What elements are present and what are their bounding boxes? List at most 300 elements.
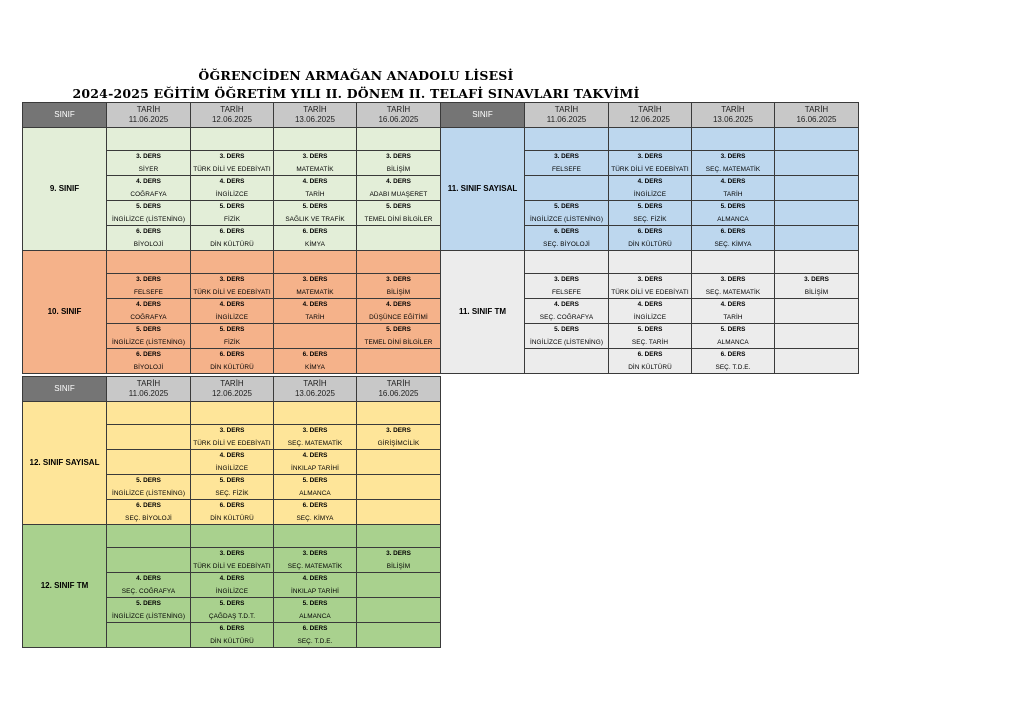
date-header-cell bbox=[274, 377, 357, 402]
course-name: İNGİLİZCE bbox=[215, 587, 249, 595]
empty-cell bbox=[357, 251, 441, 274]
course-name: KİMYA bbox=[305, 363, 325, 371]
exam-cell bbox=[692, 151, 775, 176]
lesson-period: 3. DERS bbox=[219, 549, 245, 557]
lesson-period: 4. DERS bbox=[720, 177, 746, 185]
course-name: İNGİLİZCE bbox=[215, 464, 249, 472]
course-name: TARİH bbox=[723, 190, 743, 198]
schedule-title: 2024-2025 EĞİTİM ÖĞRETİM YILI II. DÖNEM II. TELAFİ SINAVLARI TAKVİMİ bbox=[72, 86, 640, 101]
course-name: SEÇ. MATEMATİK bbox=[287, 439, 343, 447]
lesson-period: 3. DERS bbox=[302, 426, 328, 434]
course-name: TEMEL DİNİ BİLGİLER bbox=[364, 338, 433, 346]
lesson-period: 4. DERS bbox=[720, 300, 746, 308]
lesson-period: 5. DERS bbox=[219, 599, 245, 607]
date-label: TARİH bbox=[804, 105, 829, 114]
course-name: SİYER bbox=[138, 165, 159, 173]
course-name: DİN KÜLTÜRÜ bbox=[628, 240, 672, 248]
course-name: TÜRK DİLİ VE EDEBİYATI bbox=[611, 288, 689, 296]
lesson-period: 3. DERS bbox=[386, 426, 411, 434]
date-label: TARİH bbox=[386, 379, 411, 388]
course-name: İNKILAP TARİHİ bbox=[291, 464, 339, 472]
exam-cell bbox=[274, 598, 357, 623]
lesson-period: 6. DERS bbox=[720, 227, 746, 235]
exam-cell bbox=[107, 176, 191, 201]
exam-cell bbox=[274, 176, 357, 201]
exam-cell bbox=[107, 299, 191, 324]
exam-cell bbox=[357, 425, 441, 450]
course-name: İNGİLİZCE (LİSTENİNG) bbox=[111, 338, 186, 346]
exam-cell bbox=[107, 500, 191, 525]
lesson-period: 6. DERS bbox=[219, 227, 245, 235]
exam-cell bbox=[692, 201, 775, 226]
empty-cell bbox=[775, 251, 859, 274]
exam-cell bbox=[525, 226, 609, 251]
date-value: 13.06.2025 bbox=[294, 389, 336, 398]
empty-cell bbox=[775, 349, 859, 374]
exam-cell bbox=[274, 500, 357, 525]
class-name-cell: 11. SINIF SAYISAL bbox=[441, 128, 525, 251]
exam-cell bbox=[191, 201, 274, 226]
exam-cell bbox=[609, 176, 692, 201]
exam-cell bbox=[692, 226, 775, 251]
exam-cell bbox=[274, 548, 357, 573]
course-name: İNGİLİZCE (LİSTENİNG) bbox=[111, 612, 186, 620]
class-name-cell: 10. SINIF bbox=[23, 251, 107, 374]
lesson-period: 4. DERS bbox=[219, 574, 245, 582]
lesson-period: 5. DERS bbox=[720, 202, 746, 210]
course-name: SEÇ. TARİH bbox=[631, 338, 669, 346]
course-name: SEÇ. T.D.E. bbox=[715, 363, 751, 371]
course-name: SEÇ. BİYOLOJİ bbox=[543, 240, 590, 248]
course-name: DİN KÜLTÜRÜ bbox=[210, 363, 254, 371]
spacer-row bbox=[23, 525, 441, 548]
lesson-period: 4. DERS bbox=[386, 177, 411, 185]
empty-cell bbox=[107, 251, 191, 274]
exam-cell bbox=[274, 226, 357, 251]
lesson-period: 3. DERS bbox=[219, 152, 245, 160]
lesson-period: 6. DERS bbox=[219, 624, 245, 632]
date-label: TARİH bbox=[303, 105, 327, 114]
exam-cell bbox=[692, 274, 775, 299]
lesson-period: 5. DERS bbox=[136, 202, 161, 210]
course-name: TARİH bbox=[723, 313, 743, 321]
empty-cell bbox=[107, 548, 191, 573]
course-name: BİLİŞİM bbox=[804, 288, 829, 296]
empty-cell bbox=[775, 128, 859, 151]
course-name: SEÇ. COĞRAFYA bbox=[539, 313, 594, 321]
date-header-cell bbox=[191, 103, 274, 128]
lesson-period: 4. DERS bbox=[136, 574, 161, 582]
exam-cell bbox=[692, 349, 775, 374]
empty-cell bbox=[775, 299, 859, 324]
date-header-cell bbox=[107, 103, 191, 128]
date-value: 12.06.2025 bbox=[211, 115, 253, 124]
spacer-row bbox=[23, 251, 441, 274]
course-name: GİRİŞİMCİLİK bbox=[377, 439, 420, 447]
date-label: TARİH bbox=[220, 379, 244, 388]
lesson-period: 5. DERS bbox=[219, 202, 245, 210]
empty-cell bbox=[609, 251, 692, 274]
lesson-period: 3. DERS bbox=[302, 549, 328, 557]
course-name: SEÇ. COĞRAFYA bbox=[121, 587, 176, 595]
exam-cell bbox=[274, 151, 357, 176]
right-schedule-table bbox=[440, 102, 859, 374]
exam-cell bbox=[525, 151, 609, 176]
course-name: İNGİLİZCE bbox=[215, 190, 249, 198]
exam-cell bbox=[692, 176, 775, 201]
course-name: DİN KÜLTÜRÜ bbox=[628, 363, 672, 371]
lesson-period: 5. DERS bbox=[136, 599, 161, 607]
empty-cell bbox=[357, 598, 441, 623]
course-name: ALMANCA bbox=[299, 489, 331, 497]
date-header-cell bbox=[357, 103, 441, 128]
date-value: 11.06.2025 bbox=[128, 389, 169, 398]
empty-cell bbox=[107, 425, 191, 450]
empty-cell bbox=[274, 402, 357, 425]
empty-cell bbox=[357, 500, 441, 525]
course-name: COĞRAFYA bbox=[130, 313, 167, 321]
date-value: 11.06.2025 bbox=[546, 115, 587, 124]
lesson-period: 6. DERS bbox=[136, 227, 161, 235]
date-label: TARİH bbox=[554, 105, 579, 114]
course-name: COĞRAFYA bbox=[130, 190, 167, 198]
date-header-cell bbox=[609, 103, 692, 128]
lesson-period: 3. DERS bbox=[219, 426, 245, 434]
lesson-period: 5. DERS bbox=[136, 325, 161, 333]
exam-cell bbox=[191, 151, 274, 176]
lesson-period: 3. DERS bbox=[136, 152, 161, 160]
lesson-period: 4. DERS bbox=[302, 177, 328, 185]
course-name: ALMANCA bbox=[717, 215, 749, 223]
exam-cell bbox=[274, 201, 357, 226]
course-name: İNGİLİZCE bbox=[633, 190, 667, 198]
course-name: ADABI MUAŞERET bbox=[369, 190, 428, 198]
bottom-schedule-table bbox=[22, 376, 441, 648]
empty-cell bbox=[107, 128, 191, 151]
exam-cell bbox=[609, 226, 692, 251]
empty-cell bbox=[525, 128, 609, 151]
course-name: MATEMATİK bbox=[296, 165, 334, 173]
course-name: DİN KÜLTÜRÜ bbox=[210, 514, 254, 522]
course-name: SEÇ. MATEMATİK bbox=[705, 288, 761, 296]
exam-cell bbox=[609, 274, 692, 299]
date-label: TARİH bbox=[136, 105, 161, 114]
spacer-row bbox=[23, 128, 441, 151]
exam-cell bbox=[609, 324, 692, 349]
exam-cell bbox=[525, 299, 609, 324]
exam-cell bbox=[609, 201, 692, 226]
course-name: SEÇ. MATEMATİK bbox=[705, 165, 761, 173]
exam-cell bbox=[692, 299, 775, 324]
exam-cell bbox=[107, 201, 191, 226]
lesson-period: 4. DERS bbox=[219, 177, 245, 185]
empty-cell bbox=[357, 349, 441, 374]
course-name: BİLİŞİM bbox=[386, 165, 411, 173]
date-value: 12.06.2025 bbox=[629, 115, 671, 124]
class-name-cell: 11. SINIF TM bbox=[441, 251, 525, 374]
empty-cell bbox=[357, 226, 441, 251]
course-name: BİLİŞİM bbox=[386, 562, 411, 570]
course-name: TÜRK DİLİ VE EDEBİYATI bbox=[193, 562, 271, 570]
lesson-period: 6. DERS bbox=[219, 350, 245, 358]
empty-cell bbox=[775, 176, 859, 201]
exam-cell bbox=[191, 349, 274, 374]
exam-cell bbox=[191, 324, 274, 349]
lesson-period: 5. DERS bbox=[136, 476, 161, 484]
course-name: ALMANCA bbox=[717, 338, 749, 346]
exam-cell bbox=[107, 226, 191, 251]
empty-cell bbox=[107, 623, 191, 648]
course-name: TÜRK DİLİ VE EDEBİYATI bbox=[193, 439, 271, 447]
exam-cell bbox=[274, 299, 357, 324]
exam-cell bbox=[274, 425, 357, 450]
lesson-period: 3. DERS bbox=[554, 152, 579, 160]
exam-cell bbox=[191, 548, 274, 573]
course-name: ALMANCA bbox=[299, 612, 331, 620]
course-name: İNGİLİZCE bbox=[633, 313, 667, 321]
lesson-period: 6. DERS bbox=[302, 227, 328, 235]
exam-cell bbox=[107, 573, 191, 598]
empty-cell bbox=[525, 176, 609, 201]
lesson-period: 3. DERS bbox=[302, 275, 328, 283]
class-name-cell: 12. SINIF TM bbox=[23, 525, 107, 648]
exam-cell bbox=[274, 623, 357, 648]
exam-cell bbox=[191, 450, 274, 475]
lesson-period: 6. DERS bbox=[637, 227, 663, 235]
date-header-cell bbox=[775, 103, 859, 128]
lesson-period: 3. DERS bbox=[804, 275, 829, 283]
lesson-period: 3. DERS bbox=[720, 152, 746, 160]
empty-cell bbox=[692, 251, 775, 274]
class-column-header: SINIF bbox=[23, 103, 107, 128]
exam-cell bbox=[357, 176, 441, 201]
lesson-period: 4. DERS bbox=[219, 300, 245, 308]
lesson-period: 3. DERS bbox=[637, 152, 663, 160]
lesson-period: 5. DERS bbox=[219, 325, 245, 333]
date-label: TARİH bbox=[220, 105, 244, 114]
course-name: TARİH bbox=[305, 190, 325, 198]
lesson-period: 4. DERS bbox=[554, 300, 579, 308]
lesson-period: 4. DERS bbox=[219, 451, 245, 459]
date-value: 16.06.2025 bbox=[378, 115, 419, 124]
left-schedule-table bbox=[22, 102, 441, 374]
lesson-period: 3. DERS bbox=[136, 275, 161, 283]
lesson-period: 4. DERS bbox=[302, 574, 328, 582]
date-label: TARİH bbox=[303, 379, 327, 388]
lesson-period: 4. DERS bbox=[637, 300, 663, 308]
course-name: İNGİLİZCE (LİSTENİNG) bbox=[529, 338, 604, 346]
spacer-row bbox=[23, 402, 441, 425]
date-value: 16.06.2025 bbox=[796, 115, 837, 124]
course-name: BİYOLOJİ bbox=[133, 363, 164, 371]
lesson-period: 5. DERS bbox=[386, 325, 411, 333]
date-header-cell bbox=[357, 377, 441, 402]
exam-cell bbox=[357, 274, 441, 299]
empty-cell bbox=[274, 128, 357, 151]
school-title: ÖĞRENCİDEN ARMAĞAN ANADOLU LİSESİ bbox=[198, 68, 514, 83]
date-value: 11.06.2025 bbox=[128, 115, 169, 124]
course-name: SEÇ. T.D.E. bbox=[297, 637, 333, 645]
exam-cell bbox=[525, 274, 609, 299]
course-name: FİZİK bbox=[223, 338, 241, 346]
lesson-period: 3. DERS bbox=[386, 152, 411, 160]
exam-cell bbox=[274, 274, 357, 299]
empty-cell bbox=[357, 525, 441, 548]
empty-cell bbox=[357, 402, 441, 425]
exam-cell bbox=[357, 151, 441, 176]
lesson-period: 6. DERS bbox=[302, 350, 328, 358]
date-label: TARİH bbox=[721, 105, 745, 114]
lesson-period: 4. DERS bbox=[637, 177, 663, 185]
lesson-period: 6. DERS bbox=[302, 624, 328, 632]
exam-cell bbox=[274, 573, 357, 598]
course-name: İNGİLİZCE bbox=[215, 313, 249, 321]
lesson-period: 6. DERS bbox=[554, 227, 579, 235]
course-name: SEÇ. MATEMATİK bbox=[287, 562, 343, 570]
class-name-cell: 9. SINIF bbox=[23, 128, 107, 251]
lesson-period: 4. DERS bbox=[302, 300, 328, 308]
exam-cell bbox=[107, 598, 191, 623]
course-name: FELSEFE bbox=[551, 288, 582, 296]
exam-cell bbox=[191, 500, 274, 525]
course-name: İNGİLİZCE (LİSTENİNG) bbox=[111, 215, 186, 223]
empty-cell bbox=[775, 324, 859, 349]
exam-cell bbox=[609, 299, 692, 324]
empty-cell bbox=[525, 251, 609, 274]
lesson-period: 3. DERS bbox=[720, 275, 746, 283]
exam-cell bbox=[107, 324, 191, 349]
lesson-period: 3. DERS bbox=[637, 275, 663, 283]
exam-cell bbox=[107, 475, 191, 500]
lesson-period: 6. DERS bbox=[302, 501, 328, 509]
empty-cell bbox=[609, 128, 692, 151]
spacer-row bbox=[441, 251, 859, 274]
exam-cell bbox=[191, 274, 274, 299]
course-name: MATEMATİK bbox=[296, 288, 334, 296]
lesson-period: 5. DERS bbox=[302, 599, 328, 607]
lesson-period: 4. DERS bbox=[136, 177, 161, 185]
exam-cell bbox=[609, 349, 692, 374]
course-name: TÜRK DİLİ VE EDEBİYATI bbox=[193, 165, 271, 173]
lesson-period: 4. DERS bbox=[302, 451, 328, 459]
lesson-period: 3. DERS bbox=[219, 275, 245, 283]
course-name: İNKILAP TARİHİ bbox=[291, 587, 339, 595]
date-header-cell bbox=[692, 103, 775, 128]
empty-cell bbox=[775, 226, 859, 251]
course-name: İNGİLİZCE (LİSTENİNG) bbox=[529, 215, 604, 223]
exam-cell bbox=[357, 201, 441, 226]
class-column-header: SINIF bbox=[441, 103, 525, 128]
course-name: SEÇ. FİZİK bbox=[215, 489, 249, 497]
exam-cell bbox=[357, 324, 441, 349]
date-header-cell bbox=[274, 103, 357, 128]
empty-cell bbox=[274, 324, 357, 349]
date-header-row bbox=[441, 103, 859, 128]
exam-cell bbox=[191, 226, 274, 251]
empty-cell bbox=[107, 525, 191, 548]
course-name: TÜRK DİLİ VE EDEBİYATI bbox=[611, 165, 689, 173]
date-label: TARİH bbox=[638, 105, 662, 114]
exam-cell bbox=[525, 201, 609, 226]
course-name: TÜRK DİLİ VE EDEBİYATI bbox=[193, 288, 271, 296]
exam-cell bbox=[107, 349, 191, 374]
course-name: TARİH bbox=[305, 313, 325, 321]
course-name: FİZİK bbox=[223, 215, 241, 223]
lesson-period: 3. DERS bbox=[386, 275, 411, 283]
course-name: SEÇ. KİMYA bbox=[296, 514, 334, 522]
course-name: SEÇ. BİYOLOJİ bbox=[125, 514, 172, 522]
date-header-row bbox=[23, 103, 441, 128]
date-value: 13.06.2025 bbox=[712, 115, 754, 124]
empty-cell bbox=[107, 402, 191, 425]
date-header-row bbox=[23, 377, 441, 402]
lesson-period: 6. DERS bbox=[219, 501, 245, 509]
empty-cell bbox=[357, 573, 441, 598]
exam-cell bbox=[191, 299, 274, 324]
spacer-row bbox=[441, 128, 859, 151]
course-name: FELSEFE bbox=[133, 288, 164, 296]
course-name: ÇAĞDAŞ T.D.T. bbox=[208, 612, 256, 620]
exam-cell bbox=[107, 274, 191, 299]
empty-cell bbox=[357, 475, 441, 500]
empty-cell bbox=[191, 251, 274, 274]
exam-cell bbox=[191, 425, 274, 450]
exam-cell bbox=[191, 475, 274, 500]
lesson-period: 6. DERS bbox=[637, 350, 663, 358]
lesson-period: 4. DERS bbox=[136, 300, 161, 308]
exam-cell bbox=[191, 176, 274, 201]
lesson-period: 3. DERS bbox=[386, 549, 411, 557]
lesson-period: 4. DERS bbox=[386, 300, 411, 308]
empty-cell bbox=[775, 151, 859, 176]
lesson-period: 6. DERS bbox=[720, 350, 746, 358]
course-name: BİLİŞİM bbox=[386, 288, 411, 296]
exam-cell bbox=[609, 151, 692, 176]
empty-cell bbox=[191, 402, 274, 425]
exam-cell bbox=[357, 548, 441, 573]
exam-cell bbox=[775, 274, 859, 299]
empty-cell bbox=[274, 251, 357, 274]
date-label: TARİH bbox=[136, 379, 161, 388]
lesson-period: 6. DERS bbox=[136, 501, 161, 509]
empty-cell bbox=[357, 623, 441, 648]
exam-cell bbox=[692, 324, 775, 349]
lesson-period: 5. DERS bbox=[386, 202, 411, 210]
lesson-period: 5. DERS bbox=[720, 325, 746, 333]
course-name: KİMYA bbox=[305, 240, 325, 248]
course-name: İNGİLİZCE (LİSTENİNG) bbox=[111, 489, 186, 497]
course-name: DİN KÜLTÜRÜ bbox=[210, 240, 254, 248]
date-header-cell bbox=[525, 103, 609, 128]
exam-cell bbox=[191, 598, 274, 623]
exam-cell bbox=[191, 623, 274, 648]
empty-cell bbox=[191, 128, 274, 151]
exam-cell bbox=[274, 349, 357, 374]
empty-cell bbox=[274, 525, 357, 548]
exam-cell bbox=[107, 151, 191, 176]
date-value: 12.06.2025 bbox=[211, 389, 253, 398]
empty-cell bbox=[525, 349, 609, 374]
lesson-period: 6. DERS bbox=[136, 350, 161, 358]
empty-cell bbox=[692, 128, 775, 151]
course-name: TEMEL DİNİ BİLGİLER bbox=[364, 215, 433, 223]
empty-cell bbox=[775, 201, 859, 226]
lesson-period: 5. DERS bbox=[637, 202, 663, 210]
exam-cell bbox=[525, 324, 609, 349]
exam-cell bbox=[191, 573, 274, 598]
course-name: SEÇ. KİMYA bbox=[714, 240, 752, 248]
lesson-period: 3. DERS bbox=[554, 275, 579, 283]
